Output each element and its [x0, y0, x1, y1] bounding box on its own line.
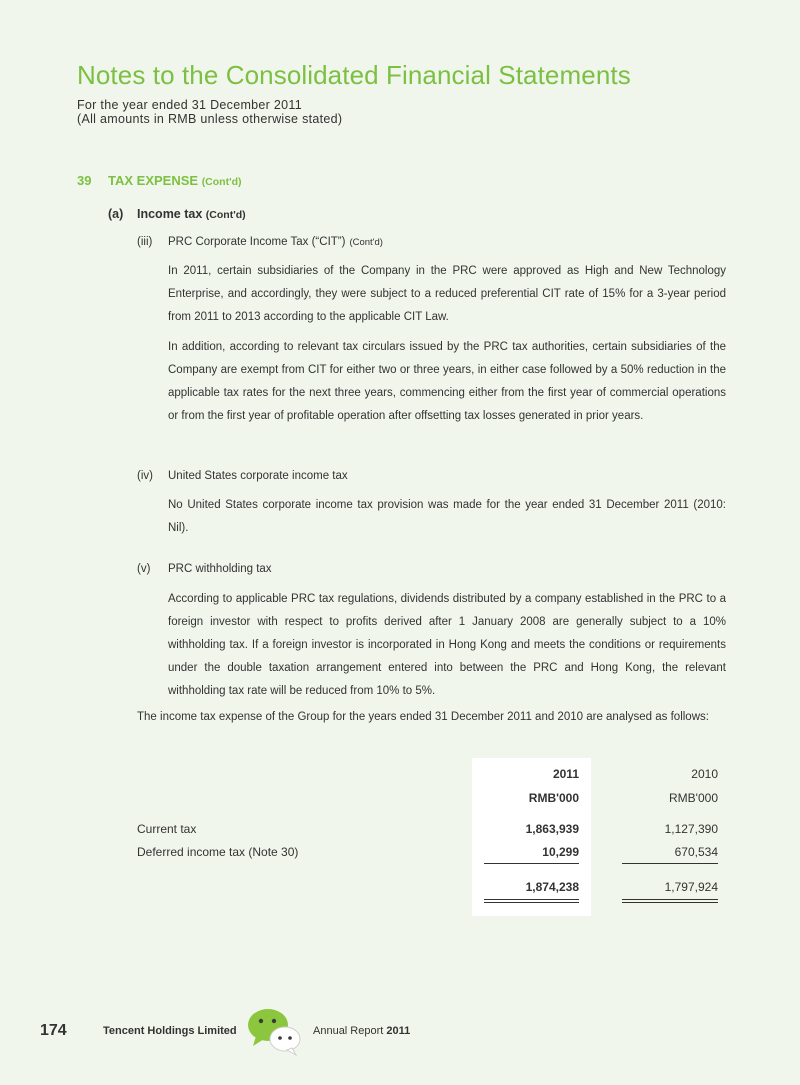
subtotal-rule-2010 — [622, 863, 718, 864]
total-double-rule-bottom-2010 — [622, 902, 718, 903]
subsection-title — [137, 207, 246, 221]
footer-report-prefix: Annual Report — [313, 1025, 384, 1037]
item-iv-label: (iv) — [137, 470, 153, 482]
item-v-paragraph: According to applicable PRC tax regulations, dividends distributed by a company established in the PRC to a foreign investor with respect to profits derived after 1 January 2008 are generally subject to a 10% withholding tax. If a foreign investor is incorporated in Hong Kong and meets the conditions or requirements under the double taxation arrangement entered into between the PRC and Hong Kong, the relevant withholding tax rate will be reduced from 10% to 5%. — [168, 593, 726, 697]
item-iii-heading — [168, 236, 383, 248]
table-header-unit-2011: RMB'000 — [528, 791, 579, 805]
total-double-rule-top-2010 — [622, 899, 718, 900]
page-subtitle-currency: (All amounts in RMB unless otherwise stated) — [77, 112, 343, 126]
item-iii-heading-text: PRC Corporate Income Tax (“CIT”) — [168, 236, 346, 248]
item-iv-heading: United States corporate income tax — [168, 470, 348, 482]
page-subtitle-period: For the year ended 31 December 2011 — [77, 98, 302, 112]
page-number: 174 — [40, 1022, 67, 1039]
total-double-rule-bottom-2011 — [484, 902, 579, 903]
item-iii-paragraph-2: In addition, according to relevant tax circulars issued by the PRC tax authorities, certain subsidiaries of the Company are exempt from CIT for either two or three years, in either case followed by a 50% reduction in the applicable tax rates for the next three years, commencing either from the first year of commercial operations or from the first year of profitable operation after offsetting tax losses generated in prior years. — [168, 341, 726, 422]
section-title — [108, 173, 242, 188]
total-double-rule-top-2011 — [484, 899, 579, 900]
table-row-label-current-tax: Current tax — [137, 822, 197, 836]
table-row-label-deferred-tax: Deferred income tax (Note 30) — [137, 845, 299, 859]
subsection-label: (a) — [108, 207, 124, 221]
page-title: Notes to the Consolidated Financial Statements — [77, 60, 631, 90]
section-title-suffix: (Cont'd) — [201, 176, 242, 188]
wechat-logo-icon — [244, 1004, 304, 1056]
footer-report-year: 2011 — [386, 1025, 411, 1037]
subsection-title-text: Income tax — [137, 207, 203, 221]
table-total-2010: 1,797,924 — [664, 880, 718, 894]
footer-company-name: Tencent Holdings Limited — [103, 1025, 237, 1037]
item-iv-paragraph: No United States corporate income tax provision was made for the year ended 31 December 2011 (2010: Nil). — [168, 499, 726, 534]
item-iii-heading-suffix: (Cont'd) — [349, 237, 383, 248]
table-cell-deferred-tax-2011: 10,299 — [542, 845, 579, 859]
item-iii-paragraph-1: In 2011, certain subsidiaries of the Company in the PRC were approved as High and New Technology Enterprise, and accordingly, they were subject to a reduced preferential CIT rate of 15% for a 3-year period from 2011 to 2013 according to the applicable CIT Law. — [168, 265, 726, 323]
table-header-unit-2010: RMB'000 — [669, 791, 718, 805]
table-cell-deferred-tax-2010: 670,534 — [674, 845, 718, 859]
footer-report-title — [313, 1025, 410, 1037]
section-number: 39 — [77, 173, 92, 188]
table-total-2011: 1,874,238 — [525, 880, 579, 894]
table-cell-current-tax-2011: 1,863,939 — [525, 822, 579, 836]
item-iii-label: (iii) — [137, 236, 153, 248]
item-v-label: (v) — [137, 563, 151, 575]
subsection-title-suffix: (Cont'd) — [205, 209, 246, 221]
table-header-year-2010: 2010 — [691, 767, 718, 781]
table-header-year-2011: 2011 — [552, 767, 579, 781]
section-title-text: TAX EXPENSE — [108, 173, 199, 188]
item-v-heading: PRC withholding tax — [168, 563, 272, 575]
subtotal-rule-2011 — [484, 863, 579, 864]
table-cell-current-tax-2010: 1,127,390 — [664, 822, 718, 836]
summary-paragraph: The income tax expense of the Group for the years ended 31 December 2011 and 2010 are analysed as follows: — [137, 711, 709, 723]
